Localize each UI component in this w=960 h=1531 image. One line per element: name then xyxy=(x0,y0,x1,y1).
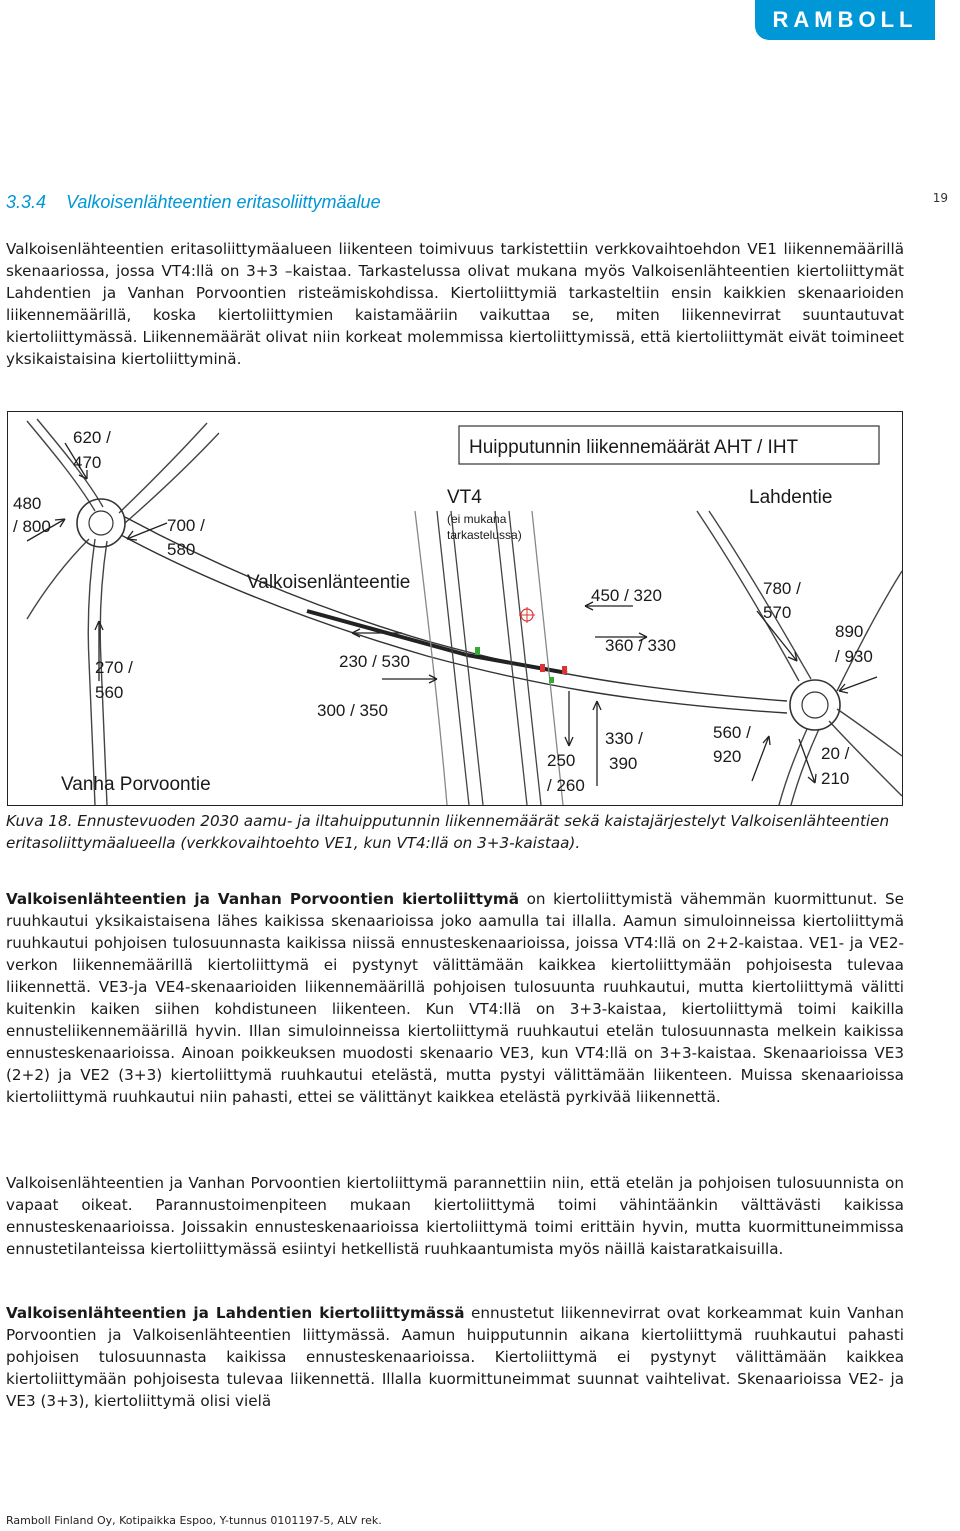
page-number: 19 xyxy=(932,191,948,205)
paragraph-2-bold: Valkoisenlähteentien ja Vanhan Porvoontien kiertoliittymä xyxy=(6,890,519,908)
volume-label: 360 / 330 xyxy=(605,636,676,655)
label-vanha-porvoontie: Vanha Porvoontie xyxy=(61,774,211,795)
section-title: Valkoisenlähteentien eritasoliittymäalue xyxy=(66,192,381,212)
volume-label: 230 / 530 xyxy=(339,652,410,671)
intro-paragraph: Valkoisenlähteentien eritasoliittymäalueen liikenteen toimivuus tarkistettiin verkkovaihtoehdon VE1 liikennemäärillä skenaariossa, jossa VT4:llä on 3+3 –kaistaa. Tarkastelussa olivat mukana myös Valkoisenlähteentien kiertoliittymät Lahdentien ja Vanhan Porvoontien risteämiskohdissa. Kiertoliittymiä tarkasteltiin ensin kaikkien skenaarioiden liikennemäärillä, koska kiertoliittymien kaistamääriin vaikuttaa se, miten liikennevirrat suuntautuvat kiertoliittymässä. Liikennemäärät olivat niin korkeat molemmissa kiertoliittymissä, että kiertoliittymät eivät toimineet yksikaistaisina kiertoliittyminä. xyxy=(6,240,904,368)
traffic-volume-map xyxy=(7,411,903,806)
paragraph-3: Valkoisenlähteentien ja Vanhan Porvoontien kiertoliittymä parannettiin niin, että etelän ja pohjoisen tulosuunnista on vapaat oikeat. Parannustoimenpiteen mukaan kiertoliittymä toimi vähintäänkin välttävästi kaikissa ennusteskenaarioissa. Joissakin ennusteskenaarioissa kiertoliittymä toimi erittäin hyvin, mutta kuormittuneimmissa ennustetilanteissa kiertoliittymässä esiintyi hetkellistä ruuhkaantumista myös näillä kaistaratkaisuilla. xyxy=(6,1174,904,1258)
section-number: 3.3.4 xyxy=(6,192,47,212)
paragraph-2-text: on kiertoliittymistä vähemmän kuormittunut. Se ruuhkautui yksikaistaisena lähes kaikissa skenaarioissa joko aamulla tai illalla. Aamun simuloinneissa kiertoliittymä ruuhkautui pohjoisen tulosuunnasta kaikissa niissä ennusteskenaarioissa, joissa VT4:llä on 2+2-kaistaa. VE1- ja VE2-verkon liikennemäärillä kiertoliittymä ei pystynyt välittämään kaikkea kiertoliittymään pohjoisesta tulevaa liikennettä. VE3-ja VE4-skenaarioiden liikennemäärillä pohjoisen tulosuunta ruuhkautui, mutta kiertoliittymä välitti kuitenkin kaiken siihen kohdistuneen liikenteen. Kun VT4:llä on 3+3-kaistaa, kiertoliittymä toimi kaikilla ennusteliikennemäärillä hyvin. Illan simuloinneissa kiertoliittymä ruuhkautui etelän tulosuunnasta melkein kaikissa ennusteskenaarioissa. Ainoan poikkeuksen muodosti skenaario VE3, kun VT4:llä on 3+3-kaistaa. Skenaarioissa VE3 (2+2) ja VE2 (3+3) kiertoliittymä ruuhkautui etelästä, mutta pystyi välittämään liikenteen. Muissa skenaarioissa kiertoliittymä ruuhkautui niin pahasti, ettei se välittänyt kaikkea etelästä pyrkivää liikennettä. xyxy=(6,890,904,1106)
volume-label: 920 xyxy=(713,747,742,766)
volume-label: 210 xyxy=(821,769,850,788)
volume-label: / 800 xyxy=(13,517,51,536)
volume-label: 450 / 320 xyxy=(591,586,662,605)
label-vt4-note-2: tarkastelussa) xyxy=(447,528,522,542)
label-vt4: VT4 xyxy=(447,487,482,508)
volume-label: 700 / xyxy=(167,516,205,535)
volume-label: 480 xyxy=(13,494,42,513)
paragraph-2 xyxy=(6,888,904,1108)
footer: Ramboll Finland Oy, Kotipaikka Espoo, Y-tunnus 0101197-5, ALV rek. xyxy=(6,1514,382,1527)
label-valkoisenlanteentie: Valkoisenlänteentie xyxy=(247,572,411,593)
section-heading xyxy=(6,192,381,213)
volume-label: 390 xyxy=(609,754,638,773)
volume-label: 270 / xyxy=(95,658,133,677)
volume-label: / 260 xyxy=(547,776,585,795)
label-lahdentie: Lahdentie xyxy=(749,487,833,508)
volume-label: 300 / 350 xyxy=(317,701,388,720)
label-vt4-note-1: (ei mukana xyxy=(447,512,507,526)
volume-label: 250 xyxy=(547,751,576,770)
ramboll-logo: RAMBOLL xyxy=(755,0,935,40)
figure-caption: Kuva 18. Ennustevuoden 2030 aamu- ja iltahuipputunnin liikennemäärät sekä kaistajärjestelyt Valkoisenlähteentien eritasoliittymäalueella (verkkovaihtoehto VE1, kun VT4:llä on 3+3-kaistaa). xyxy=(6,812,890,852)
volume-label: 570 xyxy=(763,603,792,622)
volume-label: / 930 xyxy=(835,647,873,666)
volume-label: 470 xyxy=(73,453,102,472)
paragraph-4 xyxy=(6,1302,904,1412)
volume-label: 620 / xyxy=(73,428,111,447)
paragraph-4-bold: Valkoisenlähteentien ja Lahdentien kiertoliittymässä xyxy=(6,1304,465,1322)
volume-label: 560 xyxy=(95,683,124,702)
volume-label: 560 / xyxy=(713,723,751,742)
volume-label: 580 xyxy=(167,540,196,559)
volume-label: 780 / xyxy=(763,579,801,598)
volume-label: 330 / xyxy=(605,729,643,748)
figure-title: Huipputunnin liikennemäärät AHT / IHT xyxy=(469,437,799,458)
volume-label: 20 / xyxy=(821,744,850,763)
paragraph-4-text: ennustetut liikennevirrat ovat korkeammat kuin Vanhan Porvoontien ja Valkoisenlähteentien liittymässä. Aamun huipputunnin aikana kiertoliittymä ruuhkautui pahasti pohjoisen tulosuunnasta kaikissa ennusteskenaarioissa. Kiertoliittymä ei pystynyt välittämään kaikkea kiertoliittymään pohjoisesta tulevaa liikennettä. Illalla kuormittuneimmat suunnat vaihtelivat. Skenaarioissa VE2- ja VE3 (3+3), kiertoliittymä olisi vielä xyxy=(6,1304,904,1410)
volume-label: 890 xyxy=(835,622,864,641)
